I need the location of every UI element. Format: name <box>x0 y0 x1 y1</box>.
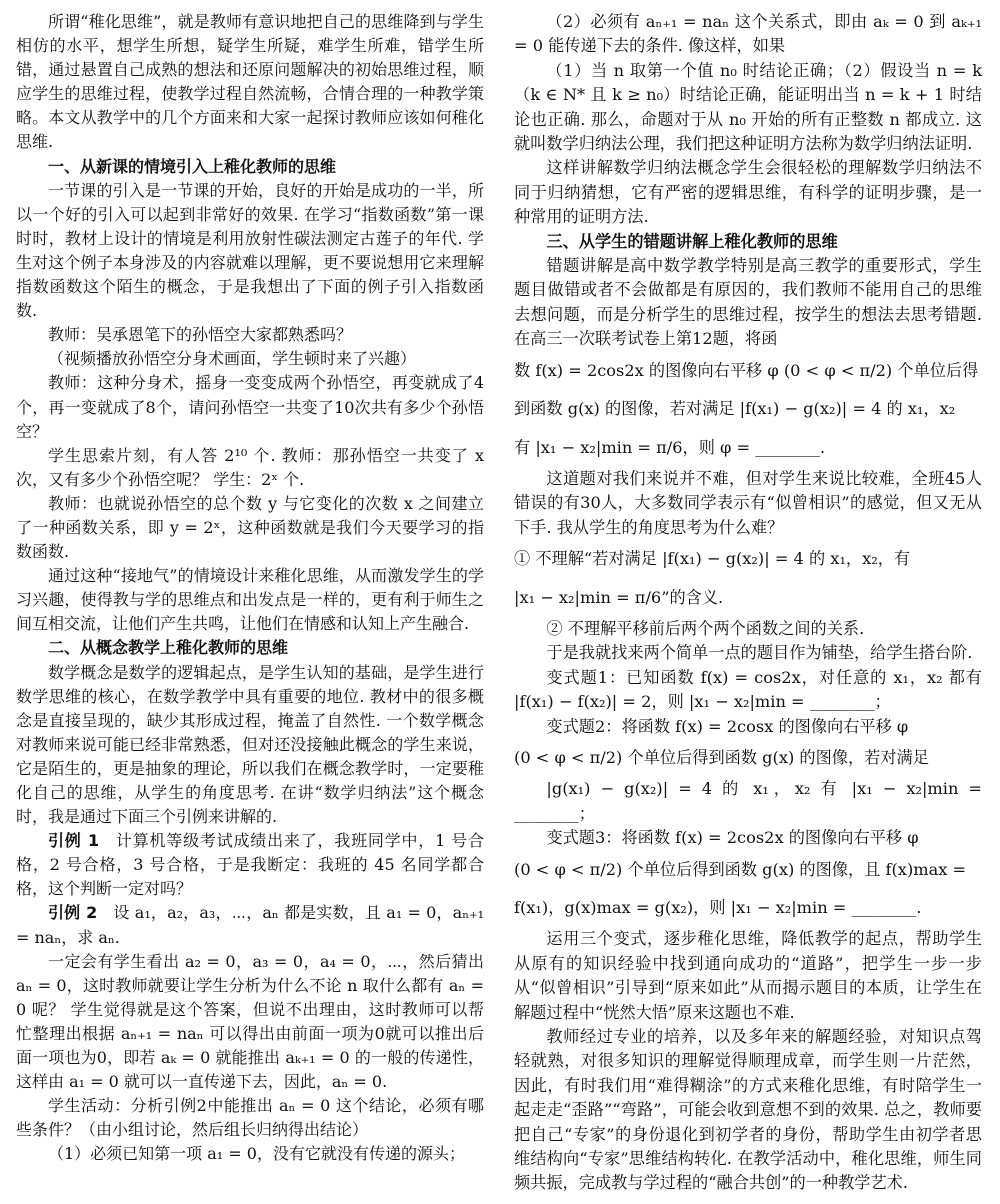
paragraph: 学生活动：分析引例2中能推出 aₙ = 0 这个结论，必须有哪些条件？（由小组讨论，然后组长归纳得出结论） <box>16 1096 484 1140</box>
paragraph: 教师经过专业的培养，以及多年来的解题经验，对知识点驾轻就熟，对很多知识的理解觉得顺理成章，而学生则一片茫然，因此，有时我们用“难得糊涂”的方式来稚化思维，有时陪学生一起走走“歪路”“弯路”，可能会收到意想不到的效果. 总之，教师要把自己“专家”的身份退化到初学者的身份，帮助学生由初学者思维结构向“专家”思维结构转化. 在教学活动中，稚化思维，师生同频共振，完成教与学过程的“融合共创”的一种教学艺术. <box>514 1027 982 1193</box>
paragraph: 错题讲解是高中数学教学特别是高三教学的重要形式，学生题目做错或者不会做都是有原因的，我们教师不能用自己的思维去想问题，而是分析学生的思维过程，按学生的想法去思考错题. 在高三一次联考试卷上第12题，将函 <box>514 256 982 349</box>
paragraph: 所谓“稚化思维”，就是教师有意识地把自己的思维降到与学生相仿的水平，想学生所想，疑学生所疑，难学生所难，错学生所错，通过悬置自己成熟的想法和还原问题解决的初始思维过程，顺应学生的思维过程，使教学过程自然流畅，合情合理的一种教学策略。本文从教学中的几个方面来和大家一起探讨教师应该如何稚化思维. <box>16 12 484 152</box>
paragraph: |g(x₁) − g(x₂)| = 4 的 x₁，x₂ 有 |x₁ − x₂|min = ________； <box>514 779 982 823</box>
paragraph: 通过这种“接地气”的情境设计来稚化思维，从而激发学生的学习兴趣，使得教与学的思维点和出发点是一样的，更有利于师生之间互相交流，让他们产生共鸣，让他们在情感和认知上产生融合. <box>16 566 484 634</box>
paragraph: 这样讲解数学归纳法概念学生会很轻松的理解数学归纳法不同于归纳猜想，它有严密的逻辑思维，有科学的证明步骤，是一种常用的证明方法. <box>514 158 982 227</box>
example-label: 引例 2 <box>48 903 98 923</box>
paragraph: 教师：也就说孙悟空的总个数 y 与它变化的次数 x 之间建立了一种函数关系，即 y = 2ˣ，这种函数就是我们今天要学习的指数函数. <box>16 493 484 562</box>
paragraph: 这道题对我们来说并不难，但对学生来说比较难，全班45人错误的有30人，大多数同学表示有“似曾相识”的感觉，但又无从下手. 我从学生的角度思考为什么难？ <box>514 468 982 537</box>
formula-line: ① 不理解“若对满足 |f(x₁) − g(x₂)| = 4 的 x₁，x₂，有 <box>514 549 911 569</box>
example-text: 计算机等级考试成绩出来了，我班同学中，1 号合格，2 号合格，3 号合格，于是我断定：我班的 45 名同学都合格，这个判断一定对吗？ <box>16 831 484 899</box>
formula-line: f(x₁)，g(x)max = g(x₂)，则 |x₁ − x₂|min = ________. <box>514 898 922 917</box>
formula-line: (0 < φ < π/2) 个单位后得到函数 g(x) 的图像，且 f(x)max = <box>514 859 967 879</box>
paragraph: ② 不理解平移前后两个两个函数之间的关系. <box>546 618 865 638</box>
formula-line: |x₁ − x₂|min = π/6”的含义. <box>514 587 724 607</box>
example-paragraph <box>16 901 484 949</box>
paragraph: （视频播放孙悟空分身术画面，学生顿时来了兴趣） <box>48 349 417 369</box>
paragraph: （2）必须有 aₙ₊₁ = naₙ 这个关系式，即由 aₖ = 0 到 aₖ₊₁ = 0 能传递下去的条件. 像这样，如果 <box>514 12 982 56</box>
section-heading: 一、从新课的情境引入上稚化教师的思维 <box>48 156 337 176</box>
left-column <box>16 10 484 1167</box>
paragraph: 数学概念是数学的逻辑起点，是学生认知的基础，是学生进行数学思维的核心，在数学教学中具有重要的地位. 教材中的很多概念是直接呈现的，缺少其形成过程，掩盖了自然性. 一个数学概念对教师来说可能已经非常熟悉，但对还没接触此概念的学生来说，它是陌生的，更是抽象的理论，所以我们在概念教学时，一定要稚化自己的思维，从学生的角度思考. 在讲“数学归纳法”这个概念时，我是通过下面三个引例来讲解的. <box>16 662 484 827</box>
paragraph: 一定会有学生看出 a₂ = 0，a₃ = 0，a₄ = 0，⋯，然后猜出 aₙ = 0，这时教师就要让学生分析为什么不论 n 取什么都有 aₙ = 0 呢？ 学生觉得就是这个答案，但说不出理由，这时教师可以帮忙整理出根据 aₙ₊₁ = naₙ 可以得出由前面一项为0就可以推出后面一项也为0，即若 aₖ = 0 就能推出 aₖ₊₁ = 0 的一般的传递性，这样由 a₁ = 0 就可以一直传递下去，因此，aₙ = 0. <box>16 951 484 1092</box>
paragraph: 学生思索片刻，有人答 2¹⁰ 个. 教师：那孙悟空一共变了 x 次，又有多少个孙悟空呢？ 学生：2ˣ 个. <box>16 445 484 489</box>
formula-line: (0 < φ < π/2) 个单位后得到函数 g(x) 的图像，若对满足 <box>514 747 929 767</box>
paragraph: 一节课的引入是一节课的开始，良好的开始是成功的一半，所以一个好的引入可以起到非常好的效果. 在学习“指数函数”第一课时时，教材上设计的情境是利用放射性碳法测定古莲子的年代. 学生对这个例子本身涉及的内容就难以理解，更不要说想用它来理解指数函数这个陌生的概念，于是我想出了下面的例子引入指数函数. <box>16 180 484 321</box>
paragraph: 运用三个变式，逐步稚化思维，降低教学的起点，帮助学生从原有的知识经验中找到通向成功的“道路”，把学生一步一步从“似曾相识”引导到“原来如此”从而揭示题目的本质，让学生在解题过程中“恍然大悟”原来这题也不难. <box>514 929 982 1022</box>
example-paragraph <box>16 829 484 901</box>
paragraph: 于是我就找来两个简单一点的题目作为铺垫，给学生搭台阶. <box>546 643 973 663</box>
paragraph: 教师：吴承恩笔下的孙悟空大家都熟悉吗？ <box>48 325 353 345</box>
paragraph: （1）当 n 取第一个值 n₀ 时结论正确；（2）假设当 n = k（k ∈ N* 且 k ≥ n₀）时结论正确，能证明出当 n = k + 1 时结论也正确. 那么，命题对于从 n₀ 开始的所有正整数 n 都成立. 这就叫数学归纳法公理，我们把这种证明方法称为数学归纳法证明. <box>514 60 982 154</box>
example-text: 设 a₁，a₂，a₃，⋯，aₙ 都是实数，且 a₁ = 0，aₙ₊₁ = naₙ，求 aₙ. <box>16 903 484 947</box>
paragraph: 变式题2：将函数 f(x) = 2cosx 的图像向右平移 φ <box>546 716 909 736</box>
paragraph: 变式题3：将函数 f(x) = 2cos2x 的图像向右平移 φ <box>546 828 919 848</box>
paragraph: 教师：这种分身术，摇身一变变成两个孙悟空，再变就成了4个，再一变就成了8个，请问孙悟空一共变了10次共有多少个孙悟空？ <box>16 373 484 441</box>
paragraph: （1）必须已知第一项 a₁ = 0，没有它就没有传递的源头； <box>48 1144 465 1164</box>
right-column <box>514 10 982 1196</box>
section-heading: 三、从学生的错题讲解上稚化教师的思维 <box>546 231 838 251</box>
formula-line: 数 f(x) = 2cos2x 的图像向右平移 φ (0 < φ < π/2) 个单位后得 <box>514 360 979 380</box>
example-label: 引例 1 <box>48 831 100 851</box>
section-heading: 二、从概念教学上稚化教师的思维 <box>48 638 289 658</box>
paragraph: 变式题1：已知函数 f(x) = cos2x，对任意的 x₁，x₂ 都有 |f(x₁) − f(x₂)| = 2，则 |x₁ − x₂|min = ________； <box>514 667 982 712</box>
formula-line: 有 |x₁ − x₂|min = π/6，则 φ = ________. <box>514 437 826 457</box>
formula-line: 到函数 g(x) 的图像，若对满足 |f(x₁) − g(x₂)| = 4 的 x₁，x₂ <box>514 399 956 419</box>
